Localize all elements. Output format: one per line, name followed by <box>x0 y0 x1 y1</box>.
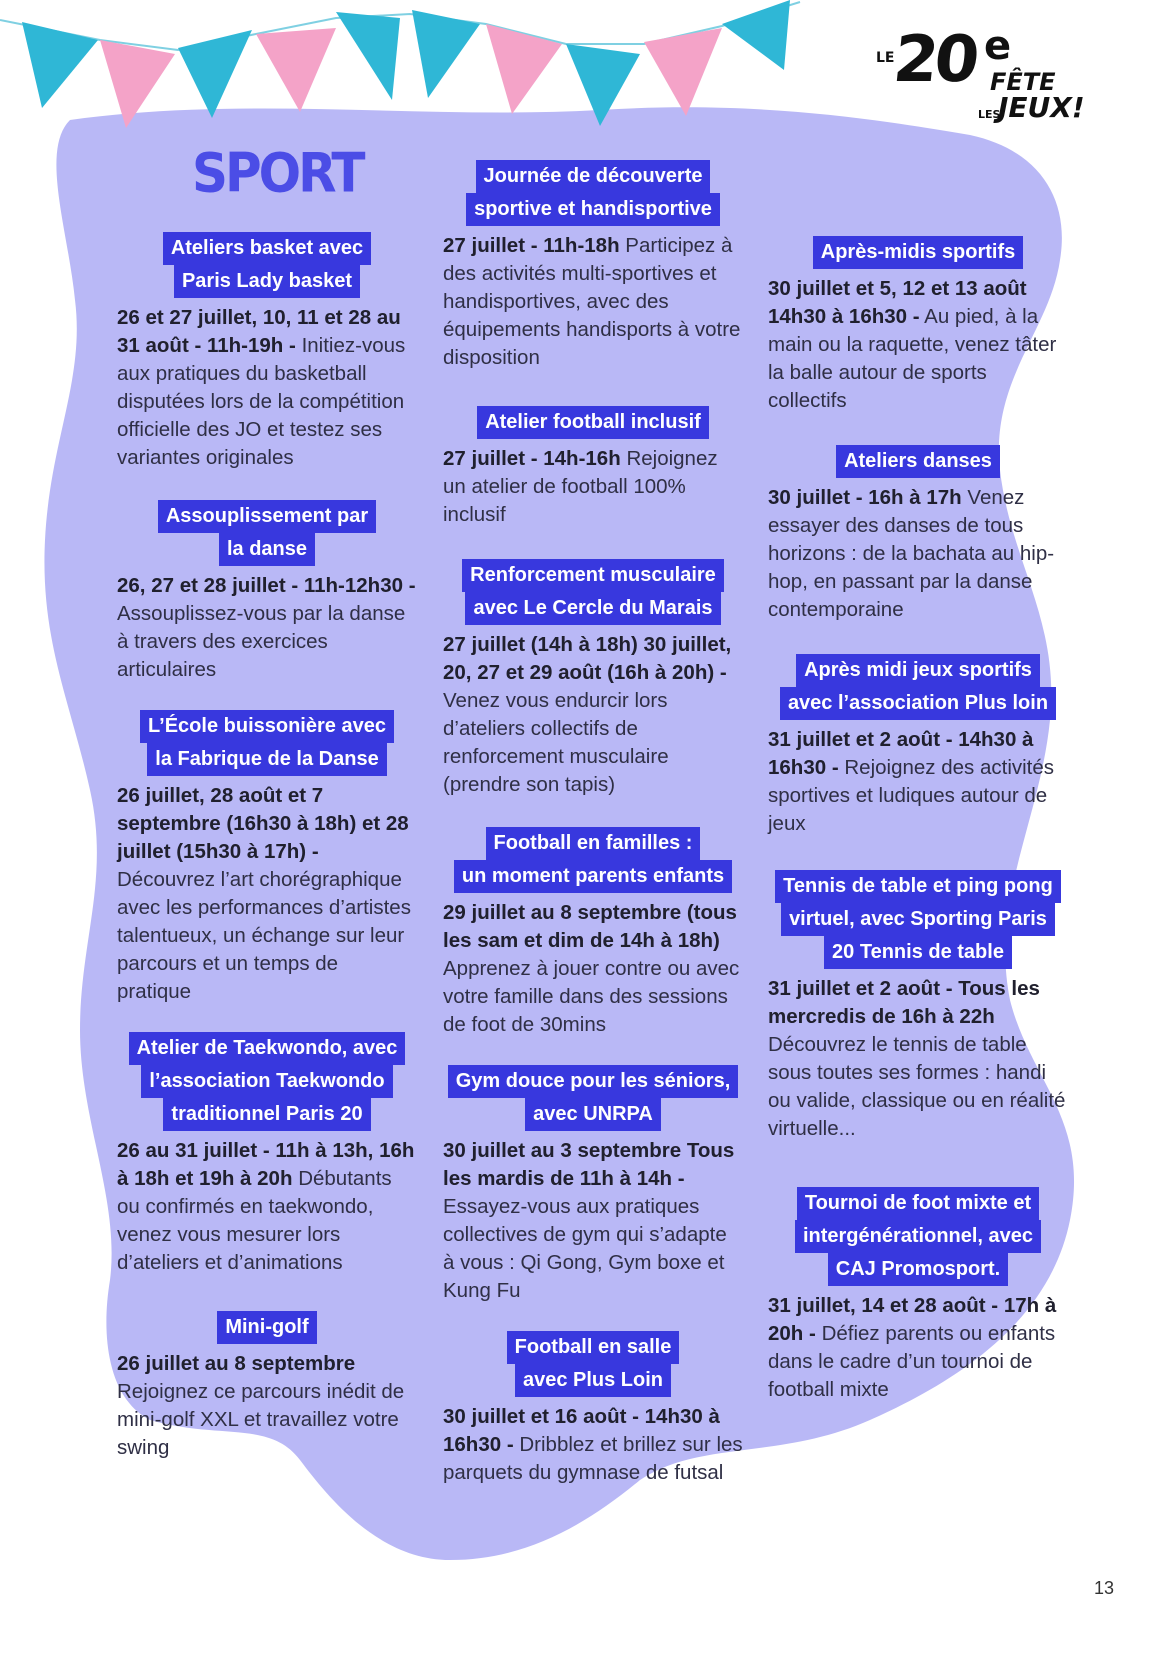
event-description: Participez à des activités multi-sportives et handisportives, avec des équipements handisports à votre disposition <box>443 234 741 369</box>
event-title <box>117 1311 417 1344</box>
event-card <box>443 160 743 372</box>
event-details <box>443 1403 743 1487</box>
event-title-line: avec l’association Plus loin <box>780 687 1056 720</box>
bunting-flag <box>412 10 480 98</box>
column-3 <box>768 236 1068 1404</box>
bunting-flag <box>22 22 98 108</box>
event-description: Rejoignez ce parcours inédit de mini-golf XXL et travaillez votre swing <box>117 1380 405 1459</box>
event-title-line: intergénérationnel, avec <box>795 1220 1041 1253</box>
event-title <box>117 710 417 776</box>
event-card <box>117 232 417 472</box>
event-card <box>443 406 743 529</box>
event-title <box>443 1331 743 1397</box>
event-card <box>768 654 1068 838</box>
event-description: Venez essayer des danses de tous horizons : de la bachata au hip-hop, en passant par la danse contemporaine <box>768 486 1055 621</box>
event-title-line: CAJ Promosport. <box>828 1253 1008 1286</box>
event-dates: 27 juillet (14h à 18h) 30 juillet, 20, 27 et 29 août (16h à 20h) - <box>443 633 732 684</box>
bunting-flag <box>722 0 790 70</box>
event-title-line: Tournoi de foot mixte et <box>797 1187 1039 1220</box>
event-card <box>443 1065 743 1305</box>
logo-fete: FÊTE <box>990 68 1056 96</box>
bunting-flag <box>566 44 640 126</box>
event-details <box>768 1292 1068 1404</box>
event-title-line: avec Plus Loin <box>515 1364 671 1397</box>
logo-jeux: JEUX! <box>998 91 1085 124</box>
event-dates: 30 juillet au 3 septembre Tous les mardis de 11h à 14h - <box>443 1139 735 1190</box>
event-details <box>443 1137 743 1305</box>
event-title-line: Renforcement musculaire <box>462 559 724 592</box>
event-description: Rejoignez un atelier de football 100% inclusif <box>443 447 718 526</box>
event-dates: 26 juillet, 28 août et 7 septembre (16h30 à 18h) et 28 juillet (15h30 à 17h) - <box>117 784 409 863</box>
event-title <box>443 406 743 439</box>
event-description: Apprenez à jouer contre ou avec votre famille dans des sessions de foot de 30mins <box>443 957 740 1036</box>
event-details <box>117 304 417 472</box>
event-title-line: Gym douce pour les séniors, <box>448 1065 739 1098</box>
event-title <box>768 1187 1068 1286</box>
event-details <box>768 726 1068 838</box>
event-title-line: Football en salle <box>507 1331 680 1364</box>
event-title <box>768 236 1068 269</box>
event-title-line: Mini-golf <box>217 1311 316 1344</box>
event-title-line: Football en familles : <box>486 827 701 860</box>
event-card <box>768 1187 1068 1404</box>
event-description: Découvrez l’art chorégraphique avec les performances d’artistes talentueux, un échange sur leur parcours et un temps de pratique <box>117 868 411 1003</box>
event-title <box>768 445 1068 478</box>
event-title-line: 20 Tennis de table <box>824 936 1012 969</box>
event-title-line: Ateliers basket avec <box>163 232 371 265</box>
event-details <box>117 572 417 684</box>
event-dates: 29 juillet au 8 septembre (tous les sam et dim de 14h à 18h) <box>443 901 737 952</box>
event-card <box>768 236 1068 415</box>
event-details <box>443 445 743 529</box>
event-title-line: traditionnel Paris 20 <box>163 1098 370 1131</box>
event-details <box>117 782 417 1006</box>
event-title <box>768 654 1068 720</box>
event-details <box>768 275 1068 415</box>
event-description: Venez vous endurcir lors d’ateliers collectifs de renforcement musculaire (prendre son tapis) <box>443 689 669 796</box>
bunting-garland <box>0 0 860 140</box>
event-dates: 30 juillet et 16 août - 14h30 à 16h30 - <box>443 1405 720 1456</box>
event-title-line: avec UNRPA <box>525 1098 661 1131</box>
event-description: Défiez parents ou enfants dans le cadre d’un tournoi de football mixte <box>768 1322 1056 1401</box>
event-title <box>443 1065 743 1131</box>
event-title <box>768 870 1068 969</box>
event-title-line: Paris Lady basket <box>174 265 360 298</box>
event-dates: 27 juillet - 14h-16h <box>443 447 621 470</box>
page-number: 13 <box>1094 1578 1115 1598</box>
event-title-line: virtuel, avec Sporting Paris <box>781 903 1055 936</box>
event-title-line: Après midi jeux sportifs <box>796 654 1040 687</box>
event-title <box>443 160 743 226</box>
event-dates: 27 juillet - 11h-18h <box>443 234 620 257</box>
event-dates: 31 juillet, 14 et 28 août - 17h à 20h - <box>768 1294 1057 1345</box>
event-card <box>117 710 417 1006</box>
event-dates: 26 au 31 juillet - 11h à 13h, 16h à 18h et 19h à 20h <box>117 1139 415 1190</box>
event-title-line: la danse <box>219 533 315 566</box>
event-card <box>117 500 417 684</box>
event-title-line: la Fabrique de la Danse <box>147 743 386 776</box>
event-card <box>443 827 743 1039</box>
event-dates: 26, 27 et 28 juillet - 11h-12h30 - <box>117 574 416 597</box>
bunting-flag <box>256 28 336 112</box>
event-description: Dribblez et brillez sur les parquets du gymnase de futsal <box>443 1433 743 1484</box>
event-dates: 26 juillet au 8 septembre <box>117 1352 356 1375</box>
event-details <box>117 1350 417 1462</box>
logo-le: LE <box>876 50 895 66</box>
event-title-line: Ateliers danses <box>836 445 1000 478</box>
logo-les: LES <box>978 108 1001 121</box>
column-1 <box>117 232 417 1462</box>
logo-number: 20 <box>890 23 979 97</box>
event-details <box>443 232 743 372</box>
event-title-line: Assouplissement par <box>158 500 376 533</box>
event-description: Débutants ou confirmés en taekwondo, venez vous mesurer lors d’ateliers et d’animations <box>117 1167 392 1274</box>
event-title-line: Atelier de Taekwondo, avec <box>129 1032 406 1065</box>
bunting-flag <box>336 12 400 100</box>
event-title-line: l’association Taekwondo <box>141 1065 392 1098</box>
event-details <box>117 1137 417 1277</box>
event-details <box>768 975 1068 1143</box>
event-description: Initiez-vous aux pratiques du basketball disputées lors de la compétition officielle des JO et testez ses variantes originales <box>117 334 406 469</box>
event-card <box>443 1331 743 1487</box>
bunting-flag <box>486 24 562 114</box>
logo-20e-fete-les-jeux <box>872 23 1112 138</box>
event-title <box>117 232 417 298</box>
event-card <box>117 1311 417 1462</box>
event-title-line: avec Le Cercle du Marais <box>465 592 720 625</box>
event-title-line: Journée de découverte <box>476 160 711 193</box>
event-card <box>443 559 743 799</box>
event-details <box>443 899 743 1039</box>
event-details <box>443 631 743 799</box>
event-title-line: Atelier football inclusif <box>477 406 709 439</box>
event-card <box>768 870 1068 1143</box>
event-title <box>117 500 417 566</box>
bunting-flag <box>100 40 175 128</box>
event-title <box>443 827 743 893</box>
event-card <box>117 1032 417 1277</box>
column-2 <box>443 160 743 1487</box>
bunting-flag <box>178 30 252 118</box>
event-title-line: L’École buissonière avec <box>140 710 394 743</box>
event-title-line: Tennis de table et ping pong <box>775 870 1061 903</box>
event-card <box>768 445 1068 624</box>
bunting-flag <box>644 28 722 116</box>
event-description: Assouplissez-vous par la danse à travers des exercices articulaires <box>117 602 406 681</box>
section-title: SPORT <box>192 141 363 205</box>
event-dates: 31 juillet et 2 août - 14h30 à 16h30 - <box>768 728 1034 779</box>
event-details <box>768 484 1068 624</box>
event-dates: 30 juillet et 5, 12 et 13 août 14h30 à 16h30 - <box>768 277 1027 328</box>
event-description: Découvrez le tennis de table sous toutes ses formes : handi ou valide, classique ou en réalité virtuelle... <box>768 1033 1066 1140</box>
event-description: Au pied, à la main ou la raquette, venez tâter la balle autour de sports collectifs <box>768 305 1057 412</box>
logo-sup: e <box>984 23 1012 69</box>
event-dates: 26 et 27 juillet, 10, 11 et 28 au 31 août - 11h-19h - <box>117 306 401 357</box>
event-dates: 31 juillet et 2 août - Tous les mercredis de 16h à 22h <box>768 977 1040 1028</box>
event-dates: 30 juillet - 16h à 17h <box>768 486 962 509</box>
event-description: Rejoignez des activités sportives et ludiques autour de jeux <box>768 756 1055 835</box>
event-description: Essayez-vous aux pratiques collectives de gym qui s’adapte à vous : Qi Gong, Gym boxe et Kung Fu <box>443 1195 727 1302</box>
event-title <box>443 559 743 625</box>
event-title-line: sportive et handisportive <box>466 193 720 226</box>
event-title <box>117 1032 417 1131</box>
event-title-line: un moment parents enfants <box>454 860 732 893</box>
event-title-line: Après-midis sportifs <box>813 236 1023 269</box>
